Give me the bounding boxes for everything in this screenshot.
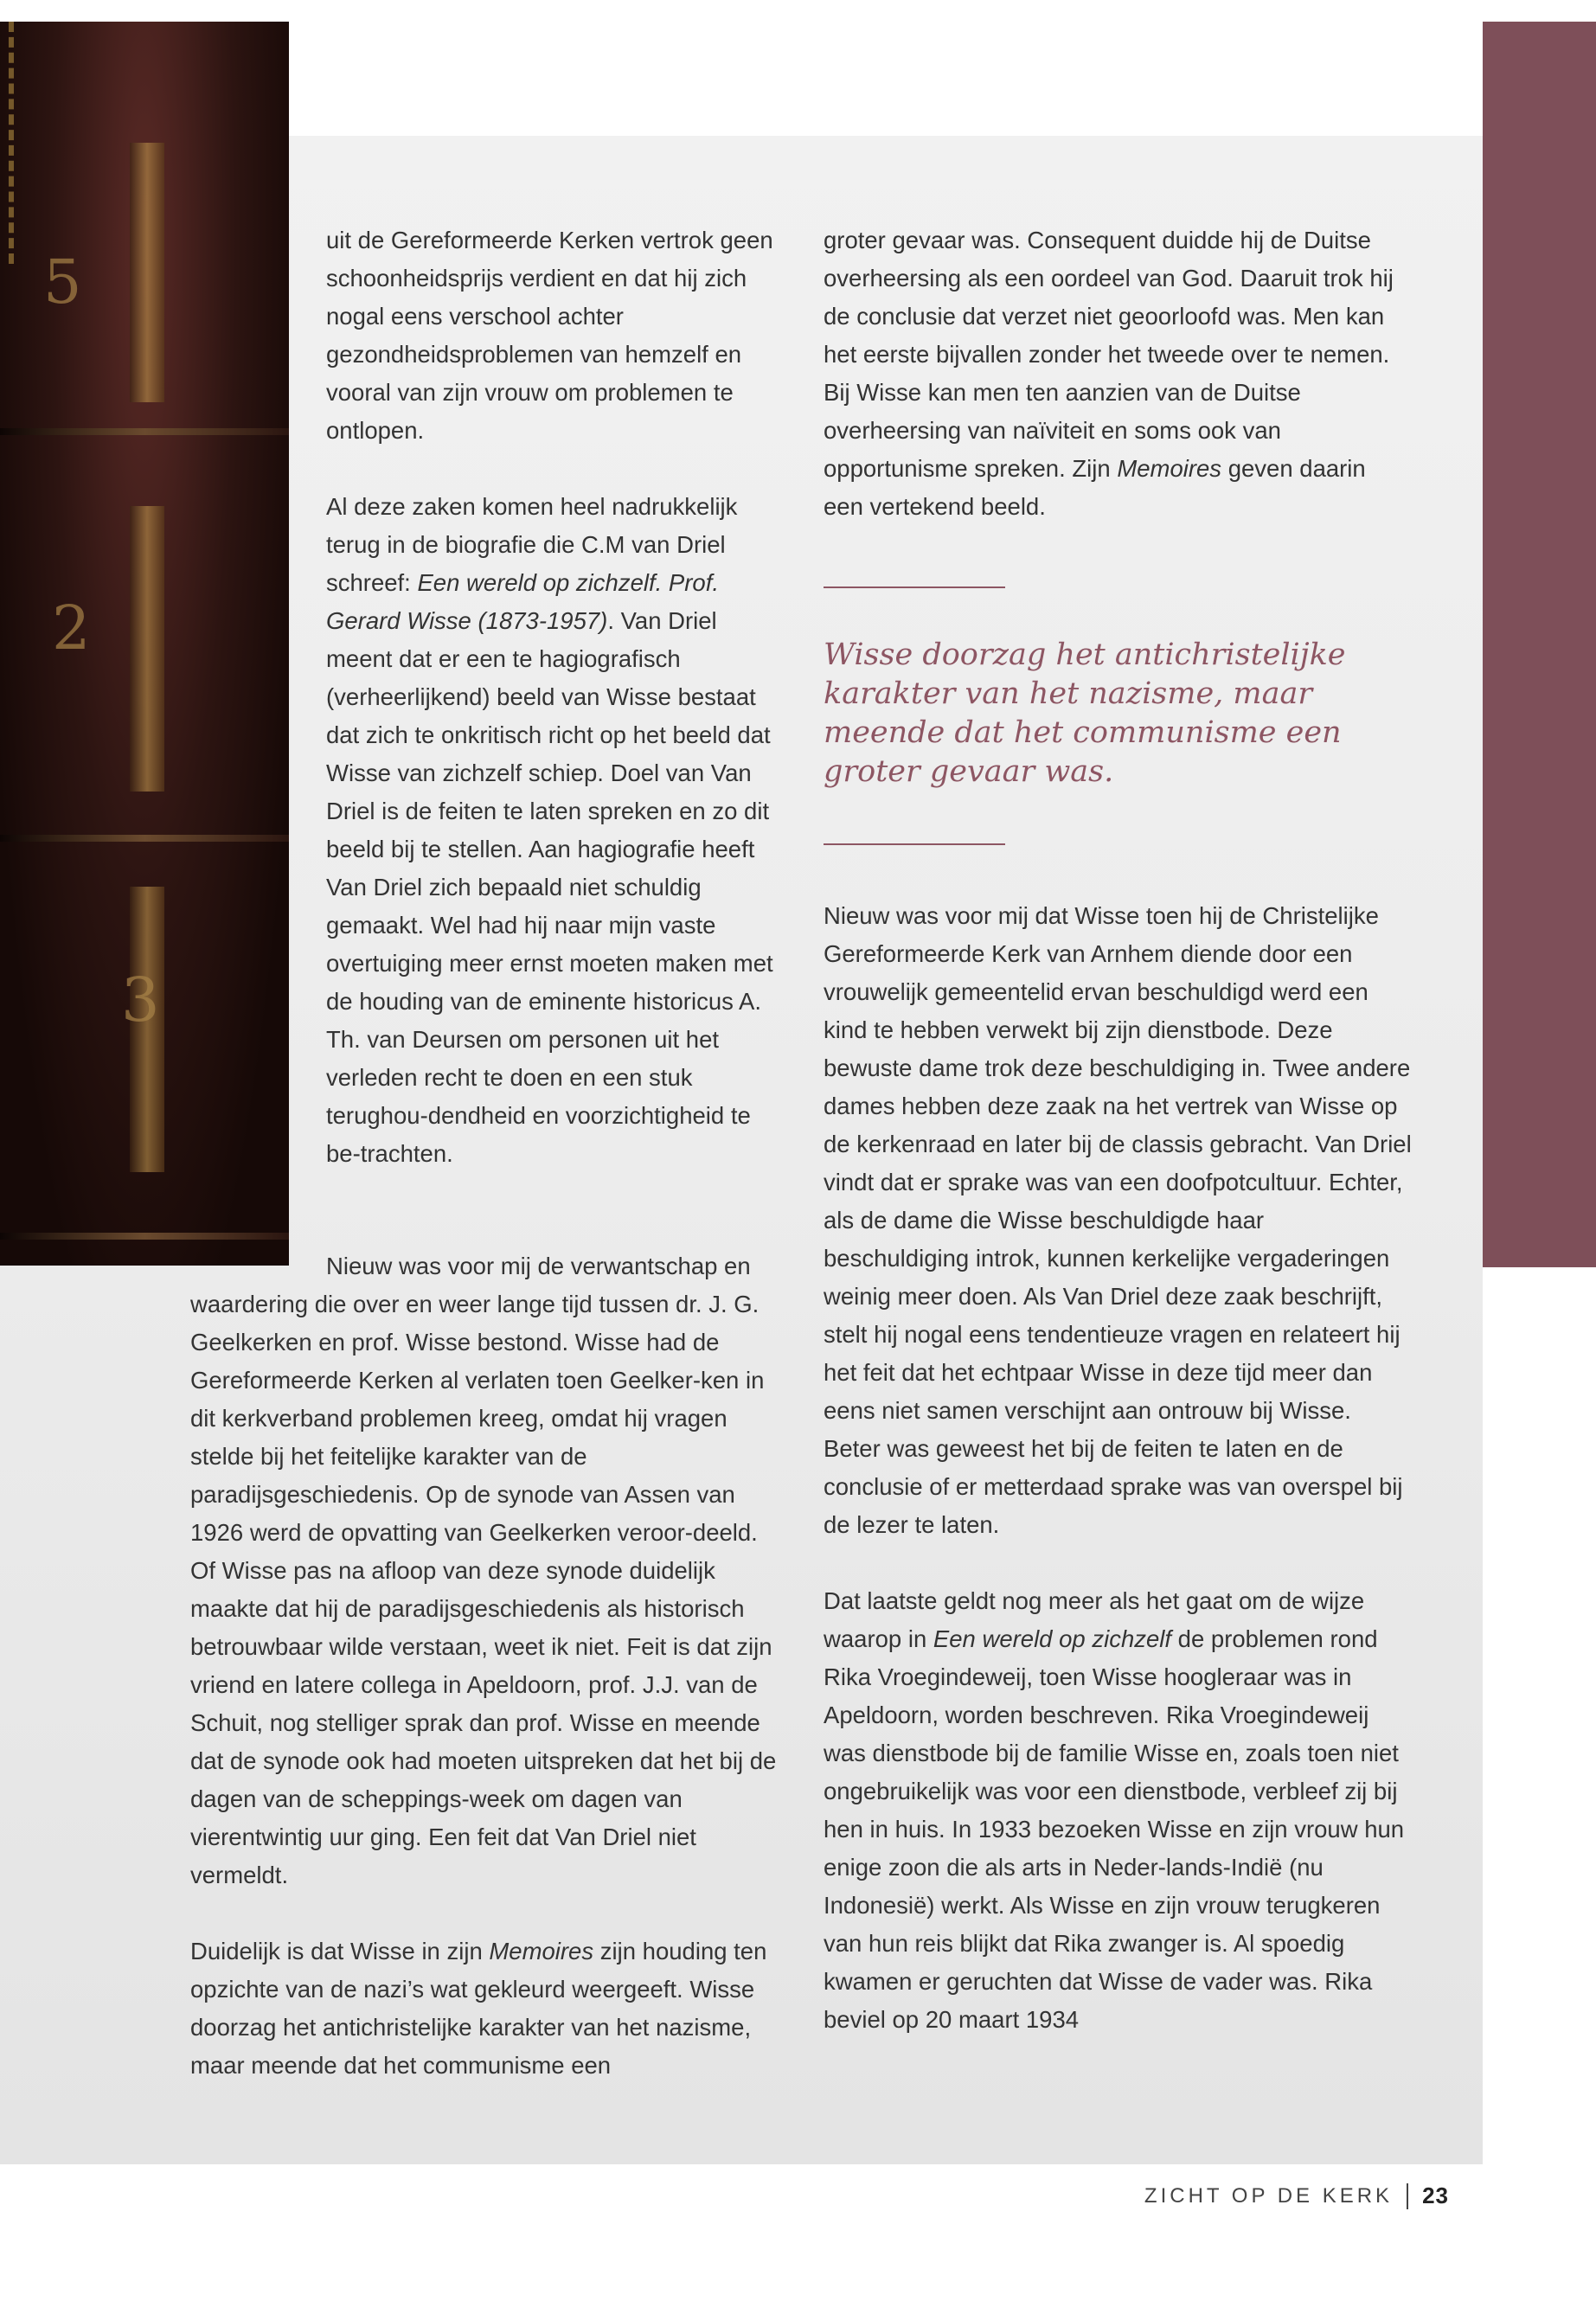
paragraph: Dat laatste geldt nog meer als het gaat om de wijze waarop in Een wereld op zichzelf de problemen rond Rika Vroegindeweij, toen Wisse hoogleraar was in Apeldoorn, worden beschreven. Rika Vroegindeweij was dienstbode bij de familie Wisse en, zoals toen niet ongebruikelijk was voor een dienstbode, verbleef zij bij hen in huis. In 1933 bezoeken Wisse en zijn vrouw hun enige zoon die als arts in Neder-lands-Indië (nu Indonesië) werkt. Als Wisse en zijn vrouw terugkeren van hun reis blijkt dat Rika zwanger is. Al spoedig kwamen er geruchten dat Wisse de vader was. Rika beviel op 20 maart 1934 bbox=[824, 1587, 1405, 2033]
paragraph: Al deze zaken komen heel nadrukkelijk terug in de biografie die C.M van Driel schreef: Een wereld op zichzelf. Prof. Gerard Wisse (1873-1957). Van Driel meent dat er een te hagiografisch (verheerlijkend) beeld van Wisse bestaat dat zich te onkritisch richt op het beeld dat Wisse van zichzelf schiep. Doel van Van Driel is de feiten te laten spreken en zo dit beeld bij te stellen. Aan hagiografie heeft Van Driel zich bepaald niet schuldig gemaakt. Wel had hij naar mijn vaste overtuiging meer ernst moeten maken met de houding van de eminente historicus A. Th. van Deursen om personen uit het verleden recht te doen en een stuk terughou-dendheid en voorzichtigheid te be-trachten. bbox=[326, 493, 773, 1167]
magazine-title: ZICHT OP DE KERK bbox=[1144, 2183, 1394, 2208]
books-photo: 5 2 3 bbox=[0, 22, 289, 1266]
quote-rule-bottom bbox=[824, 843, 1005, 845]
paragraph: groter gevaar was. Consequent duidde hij de Duitse overheersing als een oordeel van God. Daaruit trok hij de conclusie dat verzet niet geoorloofd was. Men kan het eerste bijvallen zonder het tweede over te nemen. Bij Wisse kan men ten aanzien van de Duitse overheersing van naïviteit en soms ook van opportunisme spreken. Zijn Memoires geven daarin een vertekend beeld. bbox=[824, 227, 1394, 520]
page-footer bbox=[1144, 2182, 1449, 2209]
paragraph: Nieuw was voor mij de verwantschap en waardering die over en weer lange tijd tussen dr. J. G. Geelkerken en prof. Wisse bestond. Wisse had de Gereformeerde Kerken al verlaten toen Geelker-ken in dit kerkverband problemen kreeg, omdat hij vragen stelde bij het feitelijke karakter van de paradijsgeschiedenis. Op de synode van Assen van 1926 werd de opvatting van Geelkerken veroor-deeld. Of Wisse pas na afloop van deze synode duidelijk maakte dat hij de paradijsgeschiedenis als historisch betrouwbaar wilde verstaan, weet ik niet. Feit is dat zijn vriend en latere collega in Apeldoorn, prof. J.J. van de Schuit, nog stelliger sprak dan prof. Wisse en meende dat de synode ook had moeten uitspreken dat het bij de dagen van de scheppings-week om dagen van vierentwintig uur ging. Een feit dat Van Driel niet vermeldt. bbox=[190, 1253, 777, 1888]
chain-decoration bbox=[9, 22, 40, 264]
pull-quote: Wisse doorzag het antichristelijke karakter van het nazisme, maar meende dat het communisme een groter gevaar was. bbox=[824, 638, 1346, 789]
paragraph: uit de Gereformeerde Kerken vertrok geen schoonheidsprijs verdient en dat hij zich nogal eens verschool achter gezondheidsproblemen van hemzelf en vooral van zijn vrouw om problemen te ontlopen. bbox=[326, 227, 773, 444]
quote-rule-top bbox=[824, 586, 1005, 588]
page-number: 23 bbox=[1422, 2182, 1449, 2208]
column-2 bbox=[824, 221, 1412, 2077]
paragraph: Duidelijk is dat Wisse in zijn Memoires zijn houding ten opzichte van de nazi’s wat gekleurd weergeeft. Wisse doorzag het antichristelijke karakter van het nazisme, maar meende dat het communisme een bbox=[190, 1938, 767, 2079]
paragraph: Nieuw was voor mij dat Wisse toen hij de Christelijke Gereformeerde Kerk van Arnhem diende door een vrouwelijk gemeentelid ervan beschuldigd werd een kind te hebben verwekt bij zijn dienstbode. Deze bewuste dame trok deze beschuldiging in. Twee andere dames hebben deze zaak na het vertrek van Wisse op de kerkenraad en later bij de classis gebracht. Van Driel vindt dat er sprake was van een doofpotcultuur. Echter, als de dame die Wisse beschuldigde haar beschuldiging introk, kunnen kerkelijke vergaderingen weinig meer doen. Als Van Driel deze zaak beschrijft, stelt hij nogal eens tendentieuze vragen en relateert hij het feit dat het echtpaar Wisse in deze tijd meer dan eens niet samen verschijnt aan ontrouw bij Wisse. Beter was geweest het bij de feiten te laten en de conclusie of er metterdaad sprake was van overspel bij de lezer te laten. bbox=[824, 902, 1412, 1538]
column-1-top bbox=[326, 221, 776, 1211]
footer-separator bbox=[1407, 2183, 1408, 2209]
decorative-maroon-bar bbox=[1483, 22, 1596, 1267]
column-1-bottom bbox=[190, 1247, 779, 2123]
